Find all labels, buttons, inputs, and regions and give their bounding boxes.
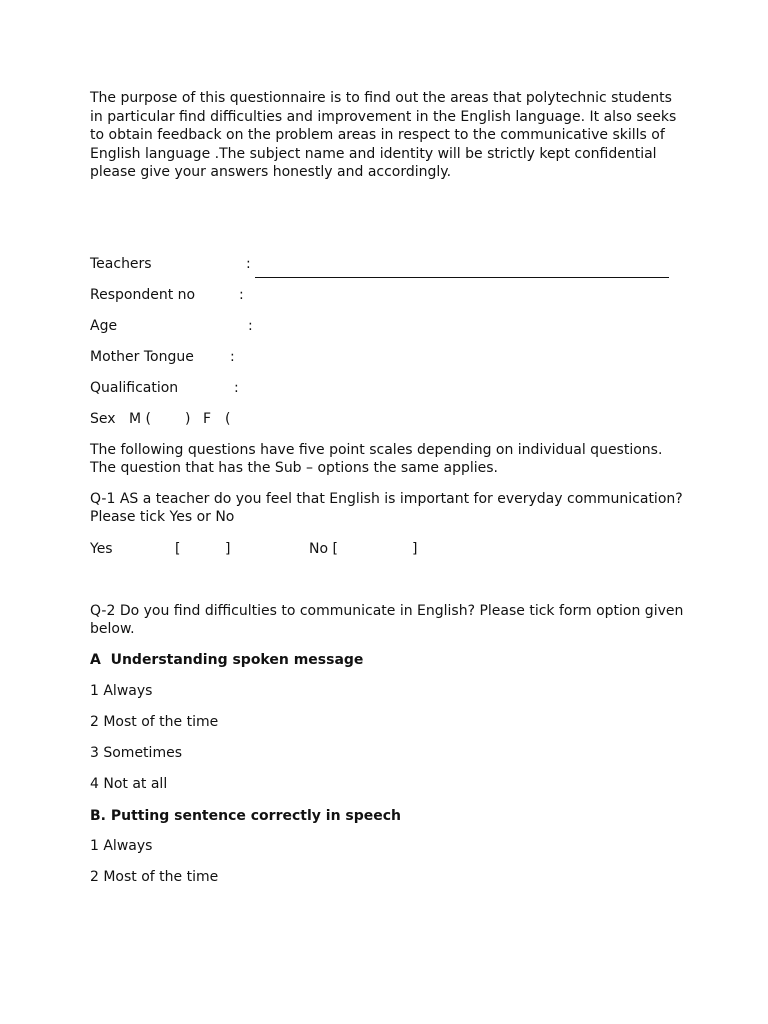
age-colon: : xyxy=(248,318,253,334)
q1-yes-bracket-close[interactable]: ] xyxy=(225,541,231,557)
q1-yes-bracket-open[interactable]: [ xyxy=(175,541,181,557)
intro-line: in particular find difficulties and improvement in the English language. It also seeks xyxy=(90,108,677,125)
q2-question-continued: below. xyxy=(90,621,135,637)
section-a-option[interactable]: 1 Always xyxy=(90,683,153,699)
q1-yes-label: Yes xyxy=(90,541,113,557)
sex-male-option[interactable]: M ( xyxy=(129,411,151,427)
respondent-colon: : xyxy=(239,287,244,303)
mother-tongue-colon: : xyxy=(230,349,235,365)
section-a-option[interactable]: 2 Most of the time xyxy=(90,714,219,730)
sex-female-option[interactable]: F xyxy=(203,411,212,427)
section-b-option[interactable]: 2 Most of the time xyxy=(90,869,219,885)
intro-line: please give your answers honestly and accordingly. xyxy=(90,164,452,180)
section-b-title: B. Putting sentence correctly in speech xyxy=(90,808,402,824)
section-a-option[interactable]: 4 Not at all xyxy=(90,776,168,792)
section-b-option[interactable]: 1 Always xyxy=(90,838,153,854)
q1-no-bracket-close[interactable]: ] xyxy=(412,541,418,557)
q1-question: Q-1 AS a teacher do you feel that English is important for everyday communication? xyxy=(90,491,683,507)
mother-tongue-label: Mother Tongue xyxy=(90,349,194,365)
intro-line: to obtain feedback on the problem areas in respect to the communicative skills of xyxy=(90,127,665,143)
sex-male-close: ) xyxy=(185,411,191,427)
instructions-line: The following questions have five point scales depending on individual questions. xyxy=(90,442,663,458)
age-label: Age xyxy=(90,318,118,334)
section-a-option[interactable]: 3 Sometimes xyxy=(90,745,182,761)
questionnaire-page xyxy=(90,0,690,1024)
intro-paragraph xyxy=(90,89,690,182)
teachers-label: Teachers xyxy=(90,256,152,272)
instructions-line: The question that has the Sub – options the same applies. xyxy=(90,460,498,476)
sex-female-open: ( xyxy=(225,411,231,427)
section-a-title: A Understanding spoken message xyxy=(90,652,364,668)
q2-question: Q-2 Do you find difficulties to communicate in English? Please tick form option given xyxy=(90,603,684,619)
qualification-colon: : xyxy=(234,380,239,396)
respondent-label: Respondent no xyxy=(90,287,196,303)
q1-instruction: Please tick Yes or No xyxy=(90,509,235,525)
q1-no-label[interactable]: No [ xyxy=(309,541,338,557)
qualification-label: Qualification xyxy=(90,380,179,396)
teachers-blank-line[interactable] xyxy=(255,263,669,278)
teachers-colon: : xyxy=(246,256,251,272)
intro-line: The purpose of this questionnaire is to find out the areas that polytechnic students xyxy=(90,90,672,106)
intro-line: English language .The subject name and identity will be strictly kept confidential xyxy=(90,145,657,162)
sex-label: Sex xyxy=(90,411,116,427)
